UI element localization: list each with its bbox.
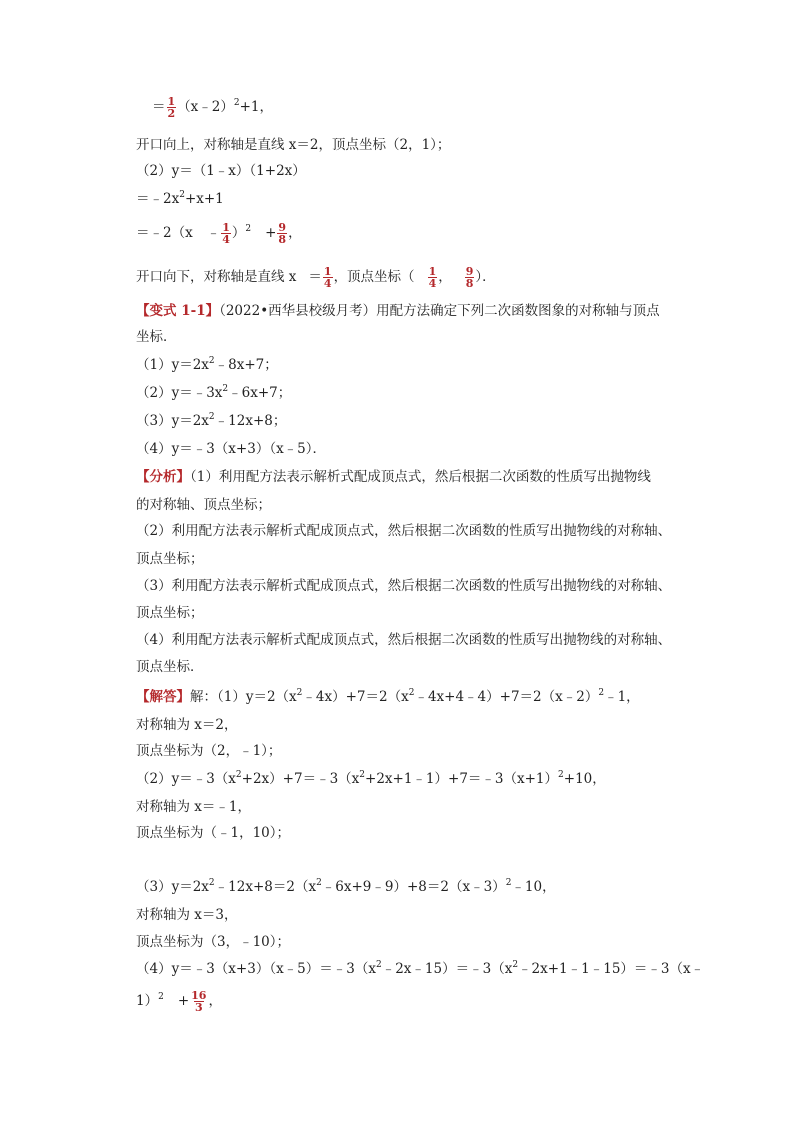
equation-line: 开口向下，对称轴是直线 x ＝ $\frac{1}{4}$ ，顶点坐标（ $\frac{1}{4}$ ， $\frac{9}{8}$ ）． <box>136 265 496 290</box>
text-line: 的对称轴、顶点坐标； <box>136 497 271 513</box>
equation-line: ＝﹣2（x ﹣ $\frac{1}{4}$ ）$^2$ + $\frac{9}{8}$ ， <box>136 221 302 246</box>
equation-line: $(3)y=2x^2﹣12x+8=2(x^2﹣6x+9﹣9)+8=2(x﹣3)^2﹣10$， <box>136 878 556 895</box>
text-line: 对称轴为 x＝3， <box>136 907 238 923</box>
solution-line: 【解答】解：$(1)y=2(x^2﹣4x)+7=2(x^2﹣4x+4﹣4)+7=2(x﹣2)^2﹣1$， <box>136 688 640 705</box>
equation-line: ＝ $\frac{1}{2}$ （x﹣2）$^2$+1， <box>152 95 273 120</box>
text-line: （3）利用配方法表示解析式配成顶点式，然后根据二次函数的性质写出抛物线的对称轴、 <box>136 578 672 594</box>
analysis-tag: 【分析】 <box>136 469 190 485</box>
equation-line: $(3)y=2x^2﹣12x+8$； <box>136 412 287 429</box>
equation-line: $(4)y=﹣3(x+3)(x﹣5)=﹣3(x^2﹣2x﹣15)=﹣3(x^2﹣2x+1﹣1﹣15)=﹣3(x﹣$ <box>136 960 705 977</box>
text-line: （2）利用配方法表示解析式配成顶点式，然后根据二次函数的性质写出抛物线的对称轴、 <box>136 523 672 539</box>
equation-line: $=﹣2x^2+x+1$ <box>136 190 224 207</box>
equation-line: $(1)y=2x^2﹣8x+7$； <box>136 356 278 373</box>
text-line: 对称轴为 x＝2， <box>136 717 238 733</box>
text-line: 对称轴为 x＝﹣1， <box>136 799 251 815</box>
variant-tag: 【变式 1-1】 <box>136 303 220 319</box>
problem-heading: 【变式 1-1】（2022•西华县校级月考）用配方法确定下列二次函数图象的对称轴与顶点 <box>136 303 660 319</box>
text-line: 顶点坐标为（2，﹣1）； <box>136 743 282 759</box>
text-line: 顶点坐标为（3，﹣10）； <box>136 934 291 950</box>
fraction: $\frac{1}{2}$ <box>167 95 176 120</box>
solution-tag: 【解答】 <box>136 689 190 705</box>
equation-line: 1）$^2$ + $\frac{16}{3}$ ， <box>136 989 222 1014</box>
text-line: （4）利用配方法表示解析式配成顶点式，然后根据二次函数的性质写出抛物线的对称轴、 <box>136 632 672 648</box>
text-line: 顶点坐标； <box>136 551 204 567</box>
equation-line: $(2)y=﹣3(x^2+2x)+7=﹣3(x^2+2x+1﹣1)+7=﹣3(x+1)^2+10$， <box>136 770 606 787</box>
text-line: 开口向上，对称轴是直线 x＝2，顶点坐标（2，1）； <box>136 137 451 153</box>
text-line: 顶点坐标； <box>136 605 204 621</box>
text-line: 坐标． <box>136 329 177 345</box>
text-line: （2）y＝（1﹣x）（1+2x） <box>136 163 306 179</box>
text-line: 顶点坐标． <box>136 659 204 675</box>
analysis-line: 【分析】（1）利用配方法表示解析式配成顶点式，然后根据二次函数的性质写出抛物线 <box>136 469 651 485</box>
text-line: 顶点坐标为（﹣1，10）； <box>136 825 291 841</box>
equation-line: （4）y＝﹣3（x+3）（x﹣5）． <box>136 441 327 457</box>
equation-line: $(2)y=﹣3x^2﹣6x+7$； <box>136 384 292 401</box>
